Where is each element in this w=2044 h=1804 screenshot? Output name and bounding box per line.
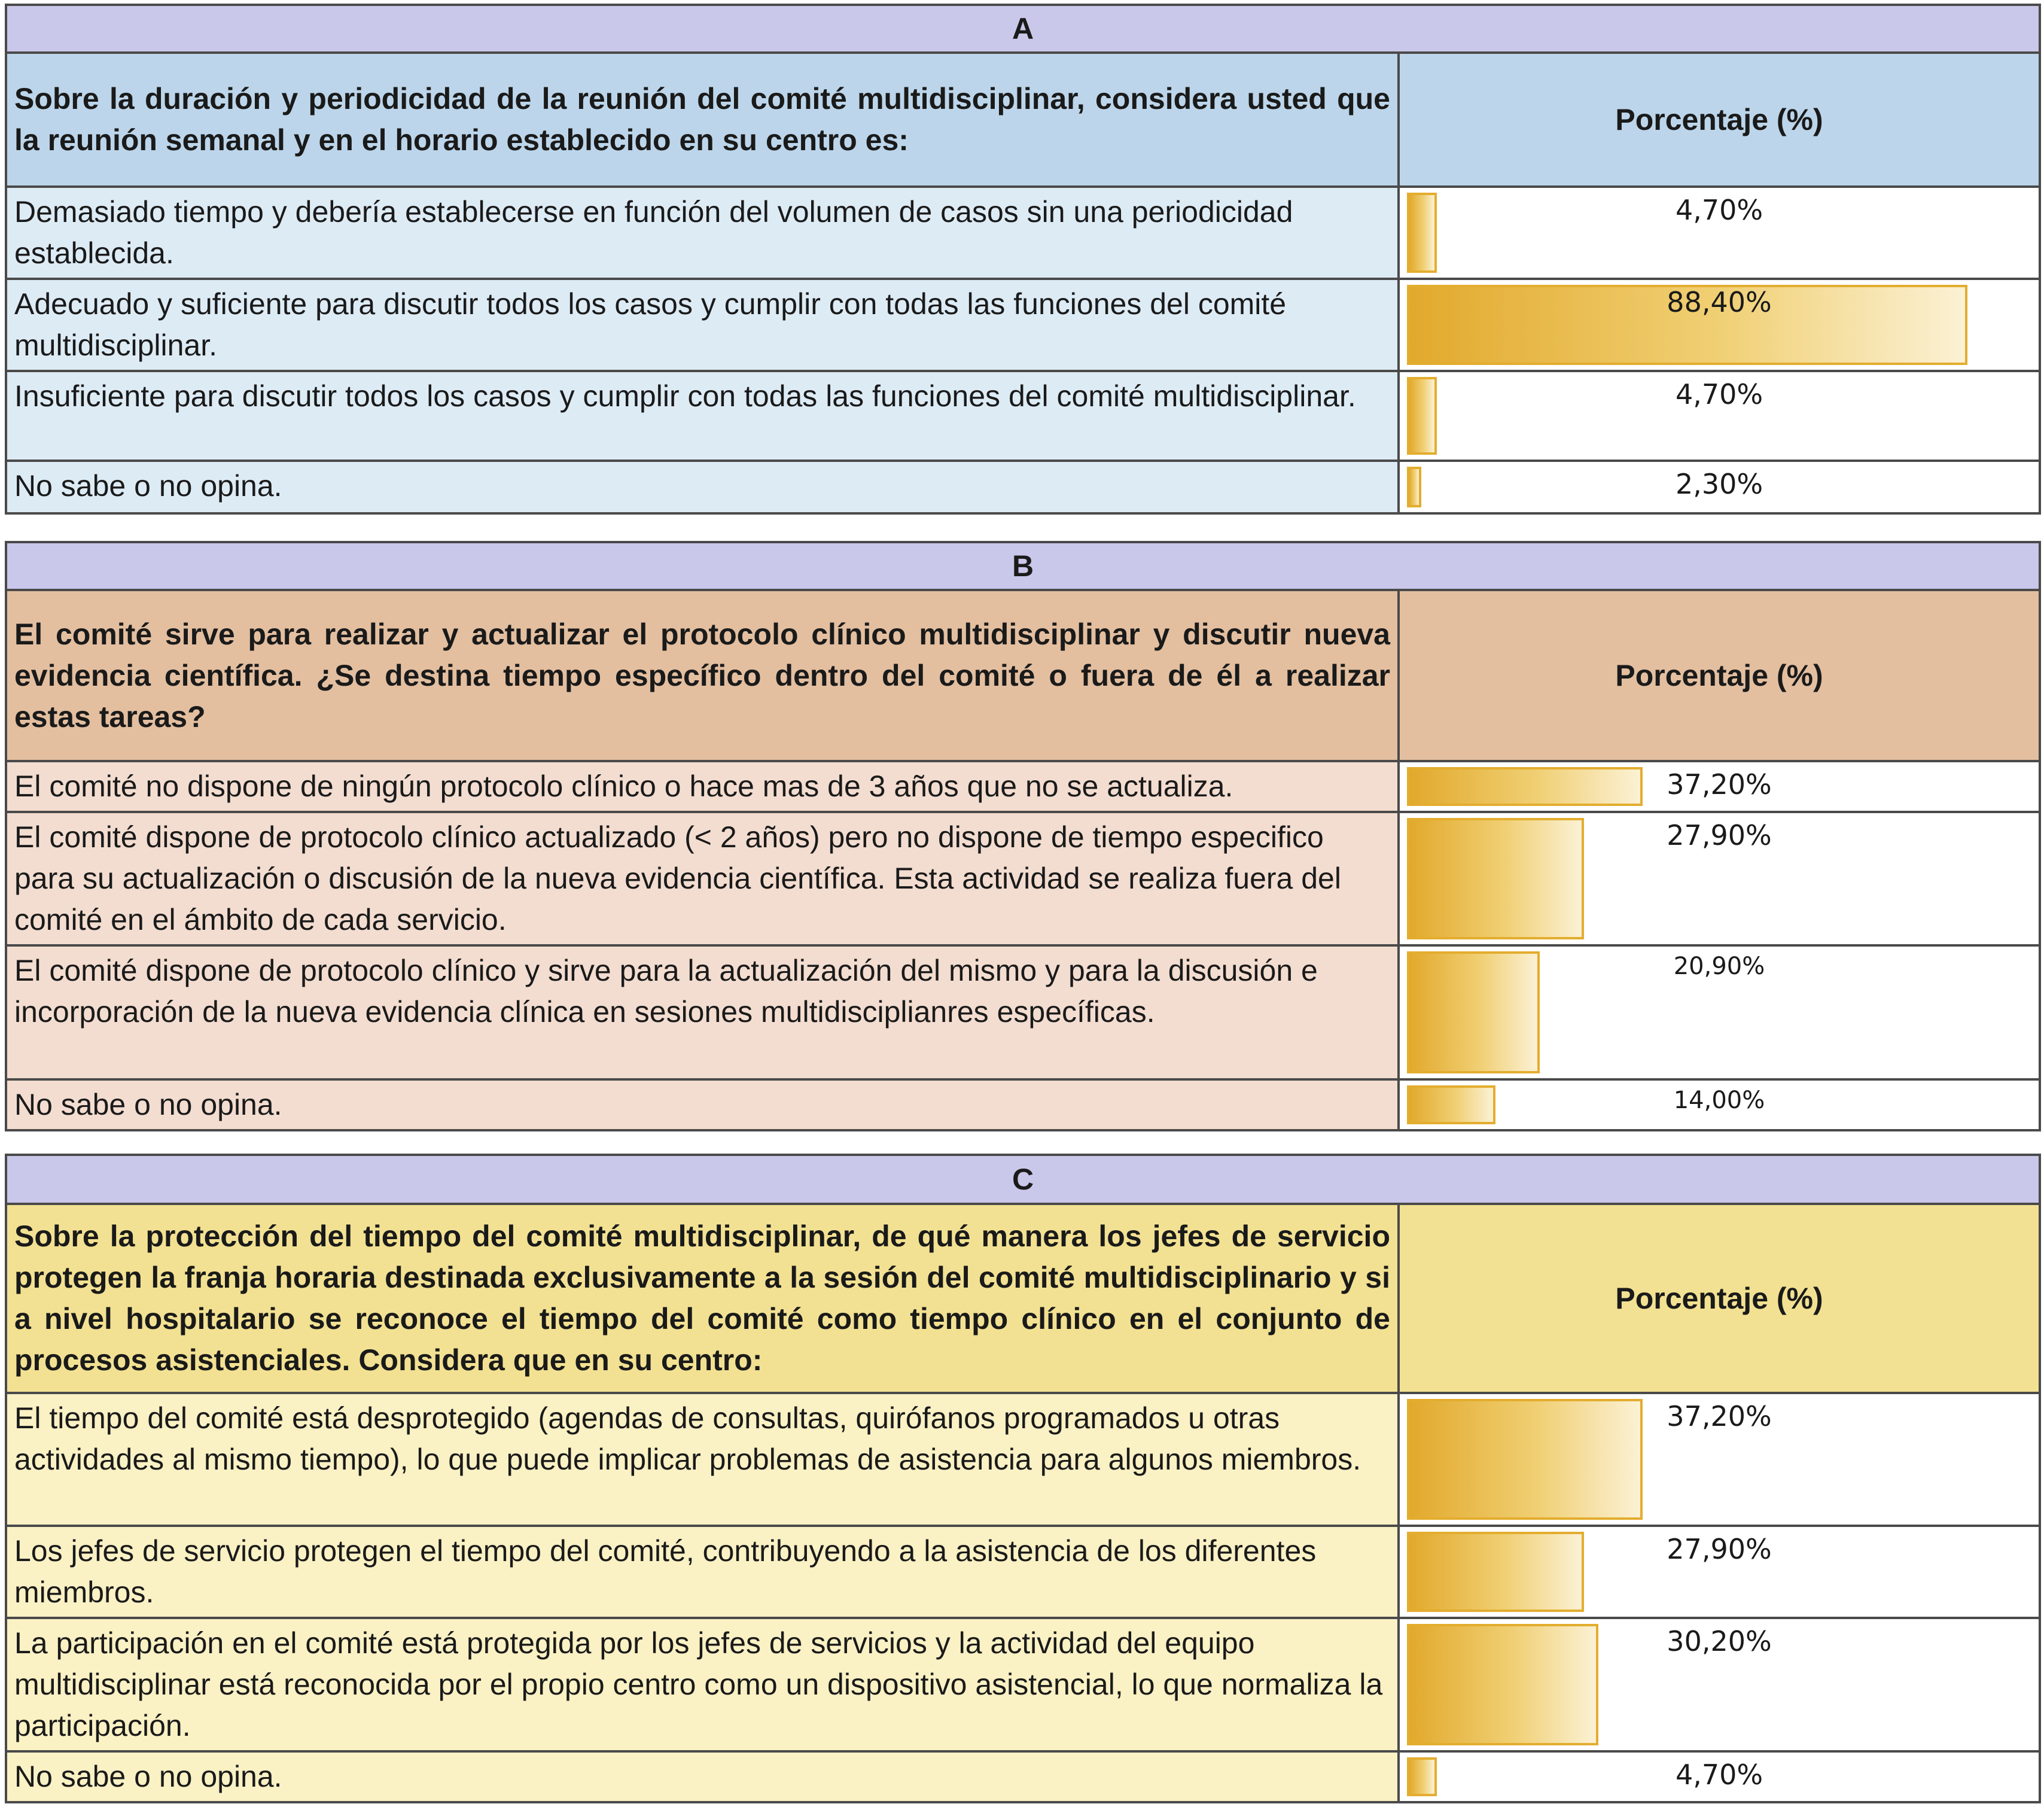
panel-a-question: Sobre la duración y periodicidad de la reunión del comité multidisciplinar, considera usted que la reunión semanal y en el horario establecido en su centro es: <box>6 53 1399 187</box>
panel-c-column-header: Porcentaje (%) <box>1399 1204 2040 1393</box>
panel-a-option-4-bar-cell <box>1399 461 2040 513</box>
panel-c-option-3-bar-cell <box>1399 1618 2040 1751</box>
panel-c-option-4-value: 4,70% <box>1675 1759 1763 1791</box>
panel-a-option-2-label: Adecuado y suficiente para discutir todos los casos y cumplir con todas las funciones del comité multidisciplinar. <box>6 279 1399 371</box>
panel-b-letter: B <box>6 542 2040 590</box>
panel-a-option-3-bar-cell <box>1399 371 2040 461</box>
panel-c-question: Sobre la protección del tiempo del comité multidisciplinar, de qué manera los jefes de servicio protegen la franja horaria destinada exclusivamente a la sesión del comité multidisciplinario y si a nivel hospitalario se reconoce el tiempo del comité como tiempo clínico en el conjunto de procesos asistenciales. Considera que en su centro: <box>6 1204 1399 1393</box>
panel-a-option-1-value: 4,70% <box>1675 194 1763 226</box>
panel-a-letter: A <box>6 5 2040 53</box>
panel-b-option-2-bar-cell <box>1399 812 2040 945</box>
panel-b-option-1-value: 37,20% <box>1667 768 1772 801</box>
panel-a-option-2-bar-cell <box>1399 279 2040 371</box>
panel-a-table <box>5 4 2041 515</box>
panel-c-option-3-label: La participación en el comité está protegida por los jefes de servicios y la actividad del equipo multidisciplinar está reconocida por el propio centro como un dispositivo asistencial, lo que normaliza la participación. <box>6 1618 1399 1751</box>
panel-a-option-2-value: 88,40% <box>1667 286 1772 318</box>
panel-a-option-1-label: Demasiado tiempo y debería establecerse en función del volumen de casos sin una periodicidad establecida. <box>6 187 1399 279</box>
panel-a-option-3-value: 4,70% <box>1675 378 1763 410</box>
panel-c-option-2-bar-cell <box>1399 1526 2040 1618</box>
panel-a-option-1-bar-cell <box>1399 187 2040 279</box>
panel-b-option-4-value: 14,00% <box>1673 1087 1765 1114</box>
panel-c-option-4-label: No sabe o no opina. <box>6 1751 1399 1802</box>
panel-b-option-4-bar-cell <box>1399 1079 2040 1130</box>
panel-b-option-1-bar-cell <box>1399 761 2040 812</box>
panel-b-option-3-bar-cell <box>1399 945 2040 1079</box>
panel-b-option-3-value: 20,90% <box>1673 953 1765 980</box>
panel-b-option-2-value: 27,90% <box>1667 819 1772 851</box>
panel-a-option-3-label: Insuficiente para discutir todos los casos y cumplir con todas las funciones del comité multidisciplinar. <box>6 371 1399 461</box>
panel-b-option-2-label: El comité dispone de protocolo clínico actualizado (< 2 años) pero no dispone de tiempo especifico para su actualización o discusión de la nueva evidencia científica. Esta actividad se realiza fuera del comité en el ámbito de cada servicio. <box>6 812 1399 945</box>
panel-c-option-2-value: 27,90% <box>1667 1533 1772 1565</box>
panel-c-option-1-label: El tiempo del comité está desprotegido (agendas de consultas, quirófanos programados u otras actividades al mismo tiempo), lo que puede implicar problemas de asistencia para algunos miembros. <box>6 1393 1399 1526</box>
panel-c-option-1-value: 37,20% <box>1667 1400 1772 1432</box>
panel-a-option-4-label: No sabe o no opina. <box>6 461 1399 513</box>
panel-a-option-4-value: 2,30% <box>1675 468 1763 500</box>
panel-b-option-3-label: El comité dispone de protocolo clínico y sirve para la actualización del mismo y para la discusión e incorporación de la nueva evidencia clínica en sesiones multidisciplianres específicas. <box>6 945 1399 1079</box>
panel-b-column-header: Porcentaje (%) <box>1399 590 2040 761</box>
panel-b-question: El comité sirve para realizar y actualizar el protocolo clínico multidisciplinar y discutir nueva evidencia científica. ¿Se destina tiempo específico dentro del comité o fuera de él a realizar estas tareas? <box>6 590 1399 761</box>
panel-c-option-1-bar-cell <box>1399 1393 2040 1526</box>
panel-c-option-4-bar-cell <box>1399 1751 2040 1802</box>
panel-b-option-1-label: El comité no dispone de ningún protocolo clínico o hace mas de 3 años que no se actualiza. <box>6 761 1399 812</box>
panel-c-option-2-label: Los jefes de servicio protegen el tiempo del comité, contribuyendo a la asistencia de los diferentes miembros. <box>6 1526 1399 1618</box>
panel-a-column-header: Porcentaje (%) <box>1399 53 2040 187</box>
panel-c-letter: C <box>6 1155 2040 1204</box>
panel-c-option-3-value: 30,20% <box>1667 1625 1772 1657</box>
panel-b-option-4-label: No sabe o no opina. <box>6 1079 1399 1130</box>
panel-c-table <box>5 1154 2041 1803</box>
panel-b-table <box>5 541 2041 1131</box>
